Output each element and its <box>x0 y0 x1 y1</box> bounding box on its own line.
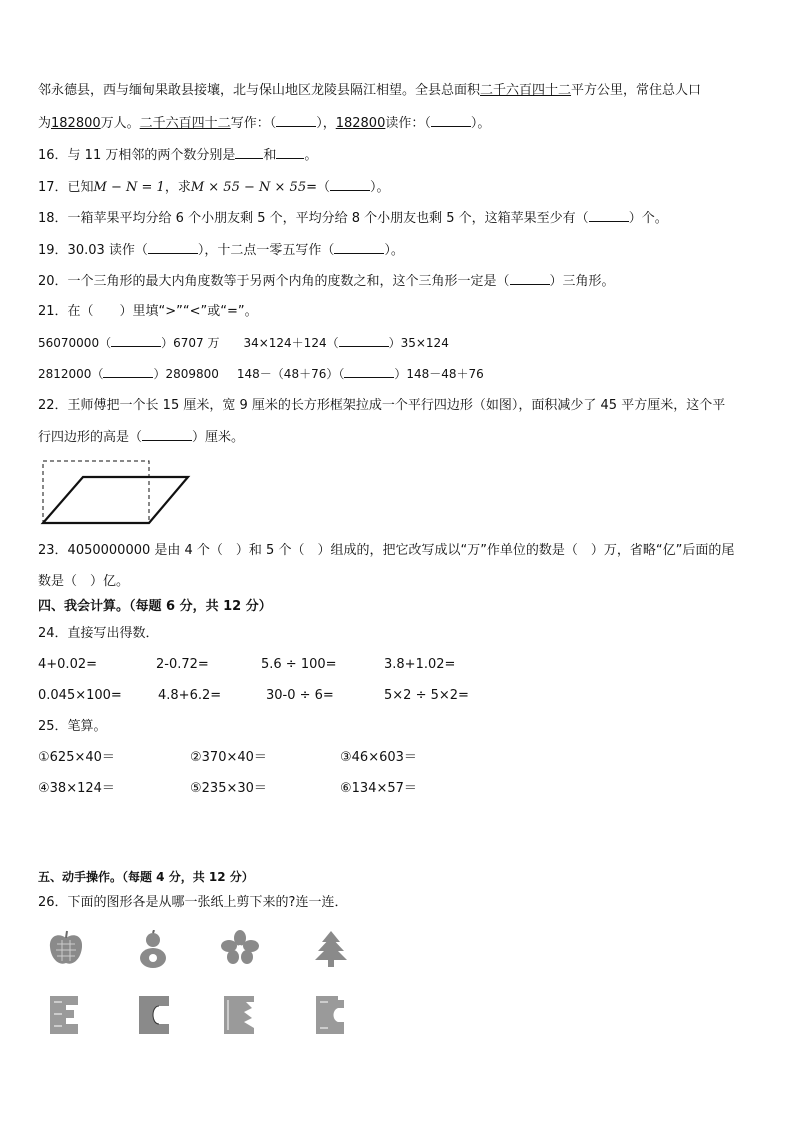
q24-item: 4.8+6.2= <box>158 688 222 703</box>
cutout-paper-1 <box>48 994 80 1036</box>
question-18 <box>38 209 668 228</box>
q25-item: ③46×603＝ <box>340 750 417 765</box>
q21-r2c: 148－（48＋76）（ <box>236 367 345 381</box>
q21-r2b: ）2809800 <box>153 367 219 381</box>
gourd-icon <box>137 930 169 970</box>
q16-text: 16．与 11 万相邻的两个数分别是 <box>38 148 236 163</box>
q24-item: 5×2 ÷ 5×2= <box>384 688 469 703</box>
q21-row2 <box>38 365 484 383</box>
q15-close2: ）。 <box>470 116 491 131</box>
q22-end: ）厘米。 <box>192 430 245 445</box>
parallelogram <box>43 477 188 523</box>
answer-blank[interactable] <box>344 365 394 378</box>
q19-end: ）。 <box>384 243 404 258</box>
q15-text-end: 平方公里，常住总人口 <box>571 83 702 98</box>
q24-item: 5.6 ÷ 100= <box>261 657 337 672</box>
q19-text: 19．30.03 读作（ <box>38 243 148 258</box>
question-23-line2 <box>38 573 129 591</box>
tree-icon <box>314 930 348 968</box>
answer-blank[interactable] <box>330 178 370 191</box>
q15-area-words-2: 二千六百四十二 <box>139 116 231 131</box>
cutout-paper-3 <box>222 994 256 1036</box>
q15-for: 为 <box>38 116 52 131</box>
q24-item: 4+0.02= <box>38 657 98 672</box>
q23-text2: 数是（ ）亿。 <box>38 574 130 589</box>
question-16 <box>38 146 317 165</box>
q21-row1 <box>38 334 449 352</box>
q20-text: 20．一个三角形的最大内角度数等于另两个内角的度数之和，这个三角形一定是（ <box>38 274 510 289</box>
q15-line2 <box>38 114 490 133</box>
q24-item: 2-0.72= <box>156 657 209 672</box>
q17-ask: ，求 <box>164 180 191 195</box>
q17-expr: M − N = 1 <box>93 180 165 195</box>
q15-pop-2: 182800 <box>335 116 386 131</box>
q25-item: ⑥134×57＝ <box>340 781 417 796</box>
q24-item: 3.8+1.02= <box>384 657 456 672</box>
q24-row2 <box>38 687 738 705</box>
q15-text: 邻永德县，西与缅甸果敢县接壤，北与保山地区龙陵县隔江相望。全县总面积 <box>38 83 481 98</box>
answer-blank[interactable] <box>276 114 316 127</box>
question-21 <box>38 303 258 321</box>
answer-blank[interactable] <box>235 146 263 159</box>
q18-end: ）个。 <box>628 211 668 226</box>
q15-area-words: 二千六百四十二 <box>480 83 572 98</box>
q21-r1b: ）6707 万 <box>161 336 220 350</box>
section-4-heading: 四、我会计算。（每题 6 分，共 12 分） <box>38 599 272 614</box>
q15-read-label: 读作：（ <box>385 116 431 131</box>
q21-r1a: 56070000（ <box>38 336 112 350</box>
q21-r2d: ）148－48＋76 <box>394 367 484 381</box>
answer-blank[interactable] <box>510 272 550 285</box>
dashed-rectangle <box>43 461 149 523</box>
q15-close1: ）， <box>316 116 336 131</box>
parallelogram-figure <box>38 458 198 528</box>
answer-blank[interactable] <box>111 334 161 347</box>
question-22-line1 <box>38 397 725 415</box>
q19-mid: ），十二点一零五写作（ <box>197 243 335 258</box>
question-23-line1 <box>38 542 734 560</box>
q25-item: ①625×40＝ <box>38 750 115 765</box>
q24-title: 24．直接写出得数． <box>38 626 159 641</box>
q21-text: 21．在（ ）里填“>”“<”或“=”。 <box>38 304 258 319</box>
question-20 <box>38 272 615 291</box>
q20-end: ）三角形。 <box>549 274 615 289</box>
answer-blank[interactable] <box>142 428 192 441</box>
q16-and: 和 <box>263 148 277 163</box>
question-17 <box>38 178 390 197</box>
cutout-paper-4 <box>314 994 346 1036</box>
q25-title: 25．笔算。 <box>38 719 107 734</box>
q24-item: 0.045×100= <box>38 688 122 703</box>
q24-row1 <box>38 656 738 674</box>
flower-icon <box>220 930 260 966</box>
q25-row1 <box>38 749 738 767</box>
q25-row2 <box>38 780 738 798</box>
q21-r2a: 2812000（ <box>38 367 104 381</box>
q26-title: 26．下面的图形各是从哪一张纸上剪下来的?连一连． <box>38 895 348 910</box>
q25-item: ④38×124＝ <box>38 781 115 796</box>
q15-pop: 182800 <box>51 116 101 131</box>
apple-icon <box>48 930 84 968</box>
q17-expr2: M × 55 − N × 55 <box>190 180 307 195</box>
section-5-heading: 五、动手操作。（每题 4 分，共 12 分） <box>38 870 254 884</box>
q21-r1c: 34×124＋124（ <box>243 336 339 350</box>
q17-text: 17．已知 <box>38 180 94 195</box>
answer-blank[interactable] <box>148 241 198 254</box>
answer-blank[interactable] <box>334 241 384 254</box>
q17-eq: =（ <box>306 180 330 195</box>
cutout-paper-2 <box>137 994 171 1036</box>
q22-text: 22．王师傅把一个长 15 厘米，宽 9 厘米的长方形框架拉成一个平行四边形（如图），面积减少了 45 平方厘米，这个平 <box>38 398 726 413</box>
q25-item: ⑤235×30＝ <box>190 781 267 796</box>
answer-blank[interactable] <box>431 114 471 127</box>
q15-line1 <box>38 82 701 100</box>
q18-text: 18．一箱苹果平均分给 6 个小朋友剩 5 个，平均分给 8 个小朋友也剩 5 个，这箱苹果至少有（ <box>38 211 589 226</box>
q16-end: 。 <box>304 148 318 163</box>
q17-end: ）。 <box>370 180 390 195</box>
q24-item: 30-0 ÷ 6= <box>266 688 334 703</box>
answer-blank[interactable] <box>276 146 304 159</box>
answer-blank[interactable] <box>103 365 153 378</box>
q21-r1d: ）35×124 <box>388 336 449 350</box>
q23-text: 23．4050000000 是由 4 个（ ）和 5 个（ ）组成的，把它改写成以“万”作单位的数是（ ）万，省略“亿”后面的尾 <box>38 543 735 558</box>
question-19 <box>38 241 404 260</box>
q15-write-label: 写作：（ <box>230 116 277 131</box>
q15-unit: 万人。 <box>100 116 140 131</box>
q22-text2: 行四边形的高是（ <box>38 430 143 445</box>
answer-blank[interactable] <box>339 334 389 347</box>
answer-blank[interactable] <box>589 209 629 222</box>
q25-item: ②370×40＝ <box>190 750 267 765</box>
question-22-line2 <box>38 428 244 447</box>
